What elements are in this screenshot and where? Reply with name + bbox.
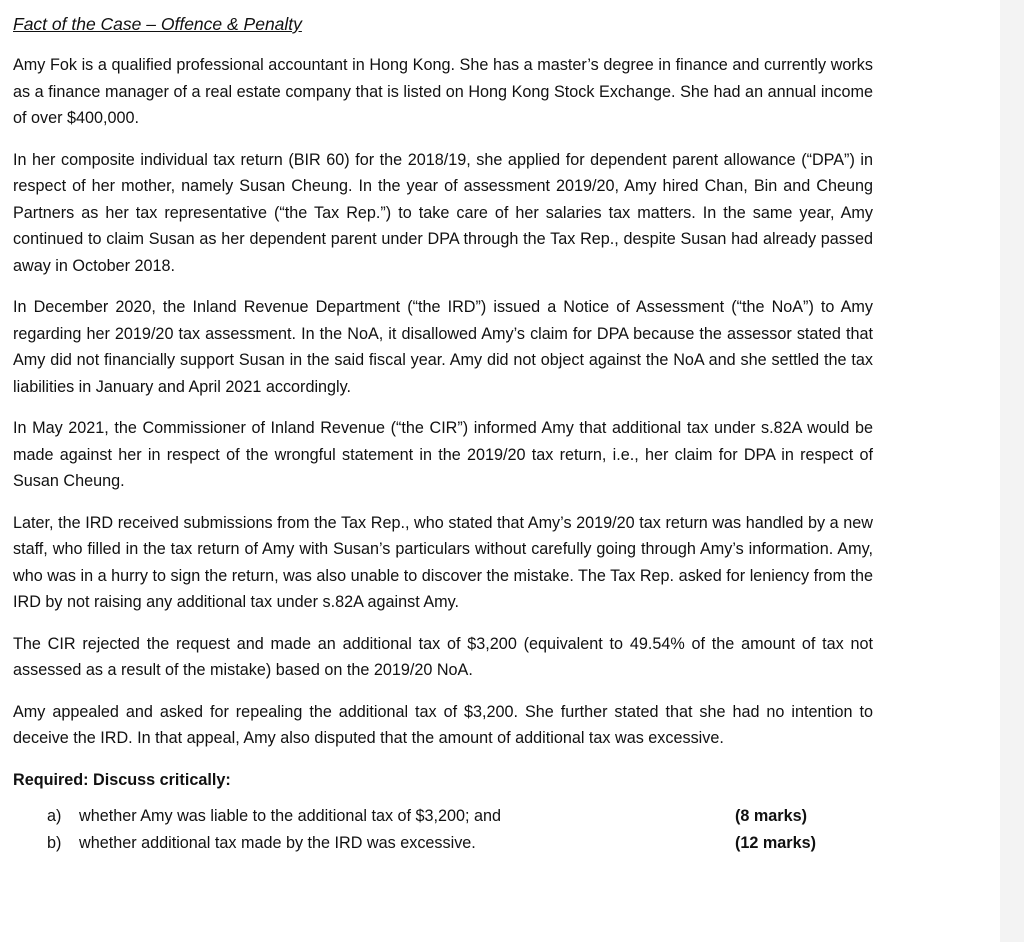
- question-item: [13, 803, 873, 830]
- paragraph-background: Amy Fok is a qualified professional accountant in Hong Kong. She has a master’s degree in finance and currently works as a finance manager of a real estate company that is listed on Hong Kong Stock Exchange. She had an annual income of over $400,000.: [13, 56, 873, 127]
- document-title: Fact of the Case – Offence & Penalty: [13, 14, 302, 34]
- document-content: [13, 12, 873, 856]
- question-marks: (12 marks): [735, 833, 816, 852]
- required-heading: Required: Discuss critically:: [13, 770, 231, 789]
- scrollbar-gutter: [1000, 0, 1024, 942]
- paragraph-tax-rep-submission: Later, the IRD received submissions from the Tax Rep., who stated that Amy’s 2019/20 tax return was handled by a new staff, who filled in the tax return of Amy with Susan’s particulars without carefully going through Amy’s information. Amy, who was in a hurry to sign the return, was also unable to discover the mistake. The Tax Rep. asked for leniency from the IRD by not raising any additional tax under s.82A against Amy.: [13, 513, 873, 611]
- question-list: [13, 803, 873, 856]
- question-letter: a): [47, 807, 62, 825]
- paragraph-notice-of-assessment: In December 2020, the Inland Revenue Department (“the IRD”) issued a Notice of Assessment (“the NoA”) to Amy regarding her 2019/20 tax assessment. In the NoA, it disallowed Amy’s claim for DPA because the assessor stated that Amy did not financially support Susan in the said fiscal year. Amy did not object against the NoA and she settled the tax liabilities in January and April 2021 accordingly.: [13, 298, 873, 396]
- question-text: whether Amy was liable to the additional tax of $3,200; and: [79, 807, 502, 825]
- question-marks: (8 marks): [735, 807, 807, 825]
- question-letter: b): [47, 833, 62, 852]
- question-item: [13, 830, 873, 857]
- paragraph-cir-rejection: The CIR rejected the request and made an additional tax of $3,200 (equivalent to 49.54% of the amount of tax not assessed as a result of the mistake) based on the 2019/20 NoA.: [13, 634, 873, 679]
- question-text: whether additional tax made by the IRD was excessive.: [79, 833, 476, 852]
- paragraph-cir-notice: In May 2021, the Commissioner of Inland Revenue (“the CIR”) informed Amy that additional tax under s.82A would be made against her in respect of the wrongful statement in the 2019/20 tax return, i.e., her claim for DPA in respect of Susan Cheung.: [13, 419, 873, 490]
- paragraph-dpa-claim: In her composite individual tax return (BIR 60) for the 2018/19, she applied for dependent parent allowance (“DPA”) in respect of her mother, namely Susan Cheung. In the year of assessment 2019/20, Amy hired Chan, Bin and Cheung Partners as her tax representative (“the Tax Rep.”) to take care of her salaries tax matters. In the same year, Amy continued to claim Susan as her dependent parent under DPA through the Tax Rep., despite Susan had already passed away in October 2018.: [13, 150, 873, 275]
- paragraph-appeal: Amy appealed and asked for repealing the additional tax of $3,200. She further stated that she had no intention to deceive the IRD. In that appeal, Amy also disputed that the amount of additional tax was excessive.: [13, 702, 873, 747]
